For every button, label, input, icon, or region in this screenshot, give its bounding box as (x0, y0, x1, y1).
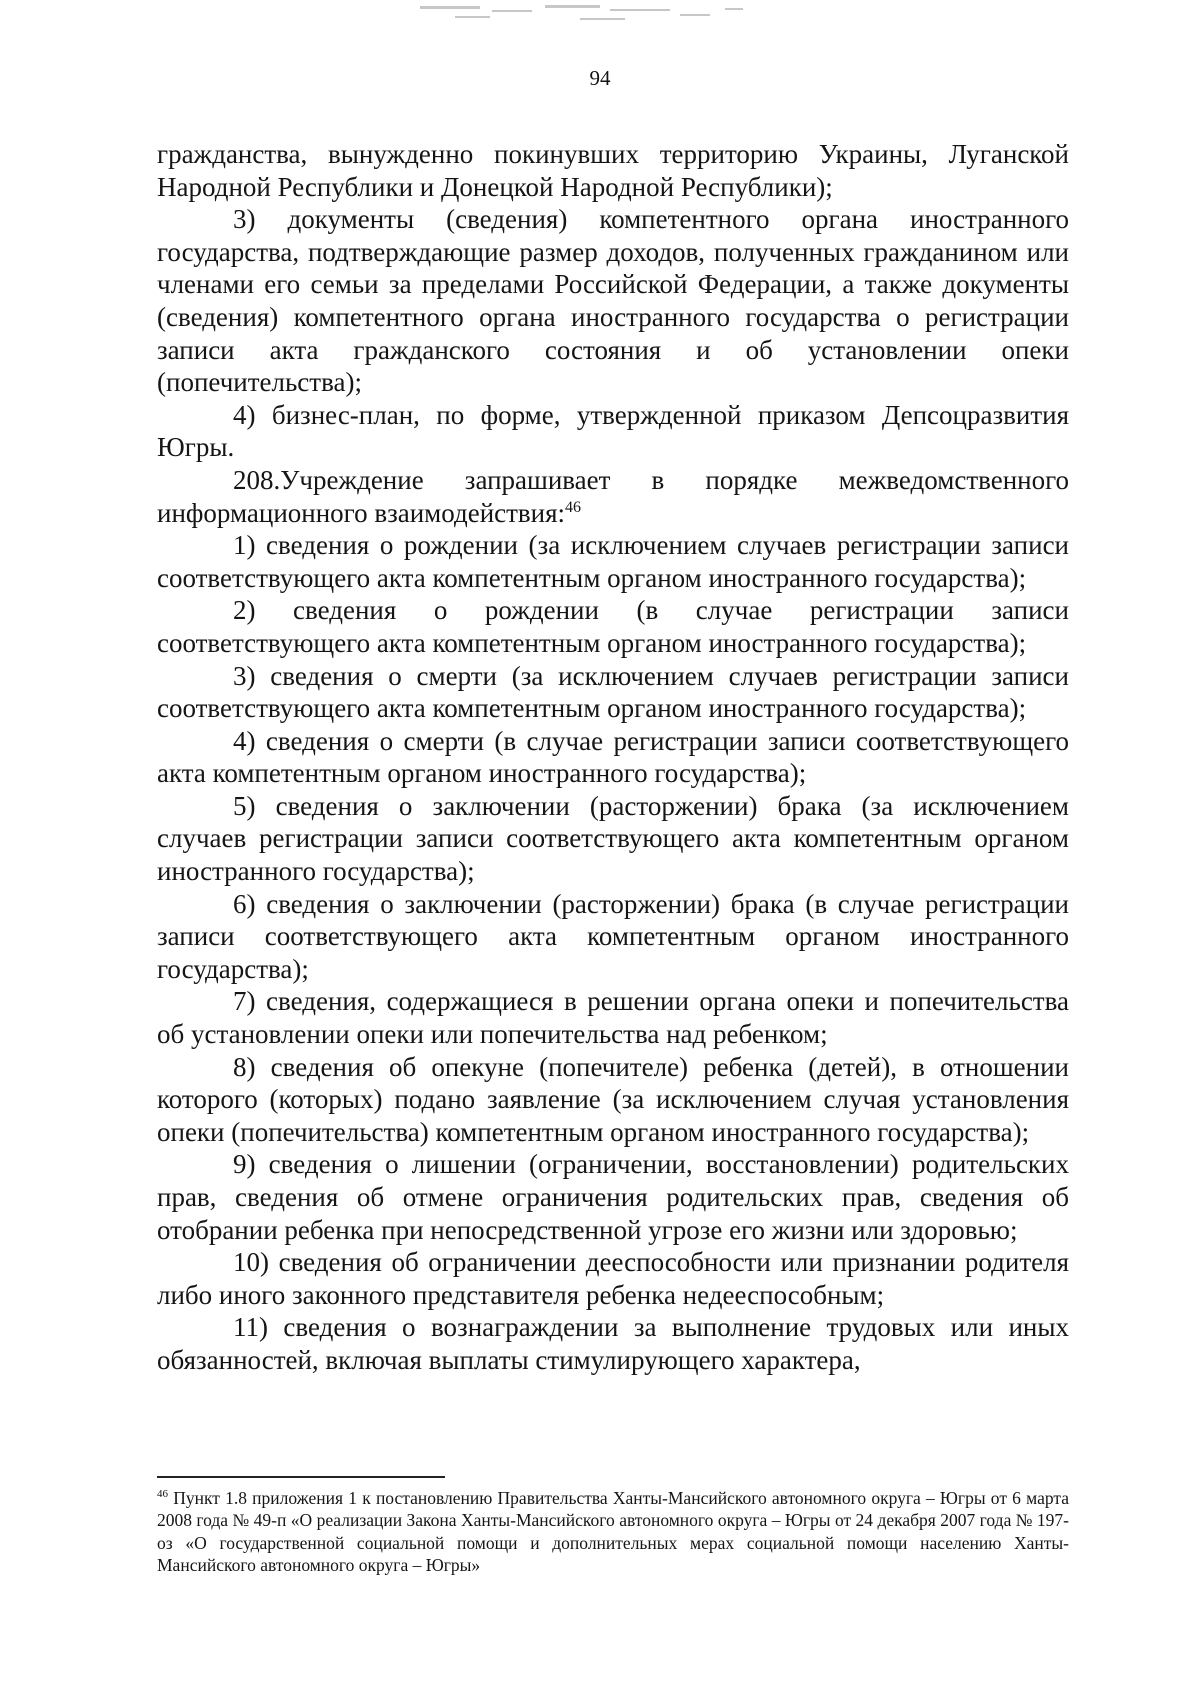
paragraph-text: 7) сведения, содержащиеся в решении органа опеки и попечительства об установлении опеки или попечительства над ребенком; (157, 986, 1069, 1050)
paragraph-text: 1) сведения о рождении (за исключением случаев регистрации записи соответствующего акта компетентным органом иностранного государства); (157, 530, 1069, 593)
footnote-reference: 46 (565, 498, 582, 516)
paragraph (157, 1051, 1069, 1149)
paragraph-text: 208.Учреждение запрашивает в порядке межведомственного информационного взаимодействия: (157, 464, 1069, 528)
paragraph-text: 3) сведения о смерти (за исключением случаев регистрации записи соответствующего акта компетентным органом иностранного государства); (157, 660, 1069, 724)
footnote-marker: 46 (157, 1488, 168, 1501)
paragraph-text: 4) бизнес-план, по форме, утвержденной приказом Депсоцразвития Югры. (157, 399, 1069, 463)
paragraph (157, 594, 1069, 659)
paragraph-text: 8) сведения об опекуне (попечителе) ребенка (детей), в отношении которого (которых) подано заявление (за исключением случая установления опеки (попечительства) компетентным органом иностранного государства); (157, 1051, 1069, 1147)
paragraph-text: 2) сведения о рождении (в случае регистрации записи соответствующего акта компетентным органом иностранного государства); (157, 595, 1069, 658)
footnote (157, 1487, 1069, 1577)
paragraph-text: 4) сведения о смерти (в случае регистрации записи соответствующего акта компетентным органом иностранного государства); (157, 725, 1069, 789)
paragraph (157, 529, 1069, 594)
paragraph (157, 790, 1069, 888)
body-text (157, 138, 1069, 1377)
paragraph-text: 11) сведения о вознаграждении за выполнение трудовых или иных обязанностей, включая выплаты стимулирующего характера, (157, 1312, 1069, 1375)
paragraph (157, 203, 1069, 399)
paragraph (157, 660, 1069, 725)
paragraph (157, 985, 1069, 1050)
paragraph-text: 6) сведения о заключении (расторжении) брака (в случае регистрации записи соответствующего акта компетентным органом иностранного государства); (157, 888, 1069, 984)
paragraph-text: 3) документы (сведения) компетентного органа иностранного государства, подтверждающие размер доходов, полученных гражданином или членами его семьи за пределами Российской Федерации, а также документы (сведения) компетентного органа иностранного государства о регистрации записи акта гражданского состояния и об установлении опеки (попечительства); (157, 204, 1069, 398)
paragraph (157, 1311, 1069, 1376)
paragraph (157, 138, 1069, 203)
paragraph (157, 888, 1069, 986)
paragraph (157, 725, 1069, 790)
paragraph (157, 1246, 1069, 1311)
paragraph (157, 399, 1069, 464)
paragraph (157, 1148, 1069, 1246)
footnote-divider (157, 1476, 445, 1478)
paragraph-text: 10) сведения об ограничении дееспособности или признании родителя либо иного законного представителя ребенка недееспособным; (157, 1247, 1069, 1310)
page-number: 94 (589, 66, 611, 90)
paragraph-text: 5) сведения о заключении (расторжении) брака (за исключением случаев регистрации записи соответствующего акта компетентным органом иностранного государства); (157, 790, 1069, 887)
paragraph (157, 464, 1069, 529)
paragraph-text: гражданства, вынужденно покинувших территорию Украины, Луганской Народной Республики и Донецкой Народной Республики); (157, 139, 1069, 202)
paragraph-text: 9) сведения о лишении (ограничении, восстановлении) родительских прав, сведения об отмене ограничения родительских прав, сведения об отобрании ребенка при непосредственной угрозе его жизни или здоровью; (157, 1149, 1069, 1245)
footnote-text: Пункт 1.8 приложения 1 к постановлению Правительства Ханты-Мансийского автономного округа – Югры от 6 марта 2008 года № 49-п «О реализации Закона Ханты-Мансийского автономного округа – Югры от 24 декабря 2007 года № 197-оз «О государственной социальной помощи и дополнительных мерах социальной помощи населению Ханты-Мансийского автономного округа – Югры» (157, 1488, 1069, 1576)
